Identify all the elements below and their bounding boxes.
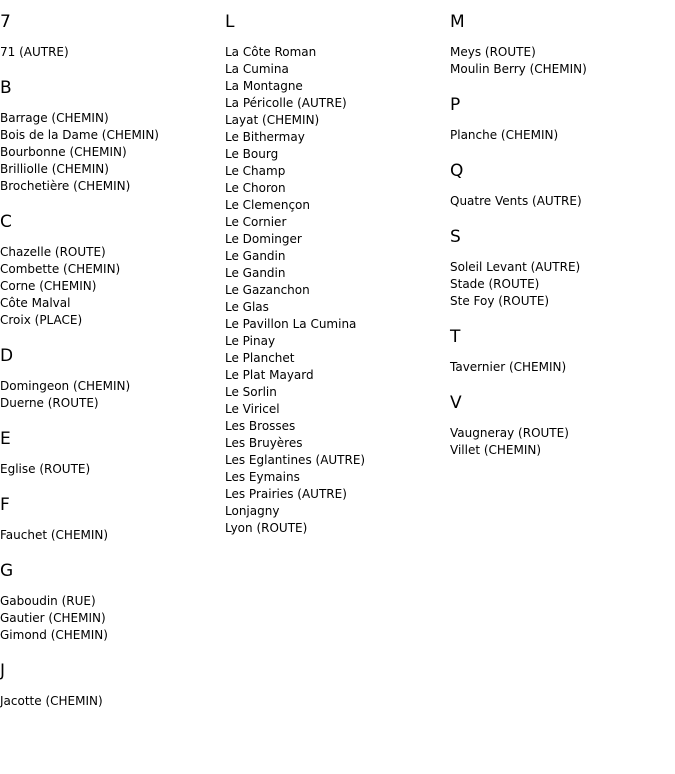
street-item: Vaugneray (ROUTE) — [450, 426, 569, 440]
letter-heading: L — [225, 12, 235, 32]
street-item: Barrage (CHEMIN) — [0, 111, 109, 125]
street-item: Corne (CHEMIN) — [0, 279, 97, 293]
letter-group — [0, 210, 220, 329]
street-item: Le Clemençon — [225, 198, 310, 212]
street-list — [450, 359, 670, 376]
street-item: Le Bourg — [225, 147, 279, 161]
street-item: Le Glas — [225, 300, 269, 314]
column-3 — [450, 10, 670, 474]
street-item: Les Eglantines (AUTRE) — [225, 453, 366, 467]
street-item: Combette (CHEMIN) — [0, 262, 121, 276]
street-item: La Péricolle (AUTRE) — [225, 96, 347, 110]
letter-heading: 7 — [0, 12, 11, 32]
letter-group — [450, 391, 670, 459]
letter-heading: V — [450, 393, 462, 413]
street-item: Le Planchet — [225, 351, 295, 365]
street-item: Le Choron — [225, 181, 286, 195]
letter-group — [0, 659, 220, 710]
street-item: Moulin Berry (CHEMIN) — [450, 62, 587, 76]
street-item: Le Pavillon La Cumina — [225, 317, 357, 331]
letter-group — [450, 325, 670, 376]
street-list — [450, 44, 670, 78]
letter-group — [225, 10, 445, 537]
street-item: Gimond (CHEMIN) — [0, 628, 108, 642]
letter-heading: T — [450, 327, 461, 347]
street-item: Les Brosses — [225, 419, 296, 433]
letter-group — [0, 493, 220, 544]
street-item: Meys (ROUTE) — [450, 45, 536, 59]
street-item: Côte Malval — [0, 296, 71, 310]
letter-heading: F — [0, 495, 10, 515]
street-item: Brochetière (CHEMIN) — [0, 179, 131, 193]
street-list — [0, 693, 220, 710]
street-item: Layat (CHEMIN) — [225, 113, 320, 127]
street-item: Soleil Levant (AUTRE) — [450, 260, 581, 274]
street-item: La Côte Roman — [225, 45, 317, 59]
street-item: Le Plat Mayard — [225, 368, 314, 382]
street-item: Les Bruyères — [225, 436, 303, 450]
street-item: Le Dominger — [225, 232, 302, 246]
street-item: Chazelle (ROUTE) — [0, 245, 106, 259]
letter-heading: P — [450, 95, 461, 115]
letter-group — [0, 344, 220, 412]
street-item: Le Gandin — [225, 249, 286, 263]
street-item: Le Cornier — [225, 215, 287, 229]
street-item: Ste Foy (ROUTE) — [450, 294, 550, 308]
street-list — [450, 259, 670, 310]
street-item: Fauchet (CHEMIN) — [0, 528, 109, 542]
letter-heading: D — [0, 346, 14, 366]
street-item: Le Gandin — [225, 266, 286, 280]
letter-group — [0, 427, 220, 478]
letter-group — [450, 225, 670, 310]
street-list — [225, 44, 445, 537]
letter-group — [450, 93, 670, 144]
street-item: Bois de la Dame (CHEMIN) — [0, 128, 159, 142]
letter-group — [0, 559, 220, 644]
column-1 — [0, 10, 220, 725]
street-item: Domingeon (CHEMIN) — [0, 379, 131, 393]
street-item: Les Prairies (AUTRE) — [225, 487, 347, 501]
street-list — [450, 127, 670, 144]
letter-heading: E — [0, 429, 11, 449]
street-item: Villet (CHEMIN) — [450, 443, 542, 457]
street-item: Eglise (ROUTE) — [0, 462, 91, 476]
street-item: Duerne (ROUTE) — [0, 396, 99, 410]
street-item: Lyon (ROUTE) — [225, 521, 308, 535]
letter-group — [0, 10, 220, 61]
letter-group — [450, 10, 670, 78]
column-2 — [225, 10, 445, 552]
street-item: La Montagne — [225, 79, 303, 93]
street-item: Brilliolle (CHEMIN) — [0, 162, 109, 176]
street-list — [0, 110, 220, 195]
street-item: Lonjagny — [225, 504, 280, 518]
street-item: Le Viricel — [225, 402, 280, 416]
street-item: Le Champ — [225, 164, 286, 178]
street-list — [0, 527, 220, 544]
street-item: Gaboudin (RUE) — [0, 594, 96, 608]
letter-heading: G — [0, 561, 14, 581]
street-item: La Cumina — [225, 62, 289, 76]
street-item: Le Gazanchon — [225, 283, 310, 297]
letter-heading: Q — [450, 161, 464, 181]
street-list — [0, 378, 220, 412]
letter-heading: J — [0, 661, 6, 681]
street-list — [450, 425, 670, 459]
letter-group — [0, 76, 220, 195]
street-item: Le Sorlin — [225, 385, 277, 399]
letter-heading: S — [450, 227, 461, 247]
street-item: Croix (PLACE) — [0, 313, 83, 327]
street-item: Planche (CHEMIN) — [450, 128, 559, 142]
street-item: 71 (AUTRE) — [0, 45, 69, 59]
street-item: Les Eymains — [225, 470, 300, 484]
street-item: Jacotte (CHEMIN) — [0, 694, 103, 708]
street-item: Tavernier (CHEMIN) — [450, 360, 567, 374]
street-item: Le Pinay — [225, 334, 276, 348]
street-item: Quatre Vents (AUTRE) — [450, 194, 582, 208]
letter-heading: M — [450, 12, 465, 32]
street-list — [0, 593, 220, 644]
street-item: Gautier (CHEMIN) — [0, 611, 106, 625]
street-item: Bourbonne (CHEMIN) — [0, 145, 127, 159]
street-list — [0, 461, 220, 478]
street-item: Le Bithermay — [225, 130, 305, 144]
street-list — [450, 193, 670, 210]
letter-group — [450, 159, 670, 210]
street-list — [0, 44, 220, 61]
letter-heading: C — [0, 212, 12, 232]
street-list — [0, 244, 220, 329]
street-item: Stade (ROUTE) — [450, 277, 540, 291]
letter-heading: B — [0, 78, 12, 98]
